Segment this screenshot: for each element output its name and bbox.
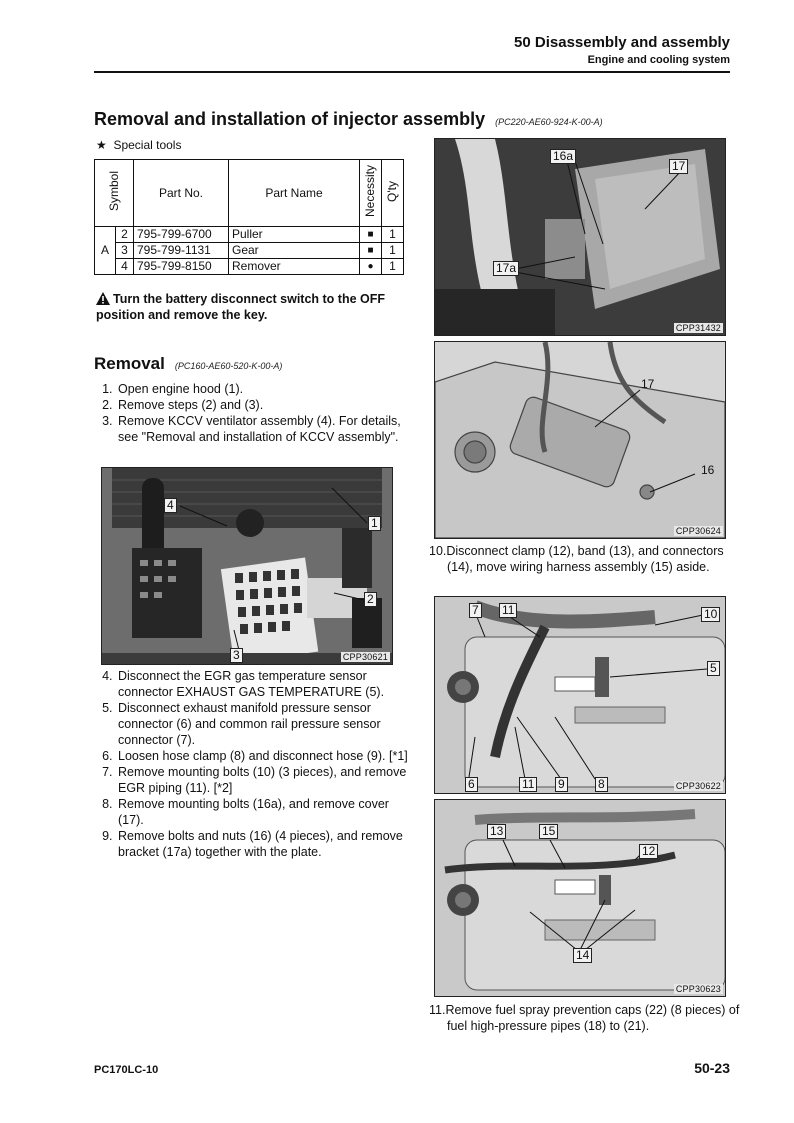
fig4-caption: CPP30622: [675, 781, 721, 791]
warning-icon: [96, 292, 110, 305]
row-num: 4: [116, 259, 134, 275]
col-part-name: Part Name: [229, 160, 360, 227]
col-symbol: [95, 160, 134, 227]
step-10: 10.Disconnect clamp (12), band (13), and connectors (14), move wiring harness assembly (15) aside.: [429, 544, 724, 574]
fig4-callout-6: 6: [465, 777, 478, 792]
row-num: 3: [116, 243, 134, 259]
page-title: [94, 109, 603, 130]
wiring-harness-drawing: [434, 799, 726, 997]
list-item: 7. Remove mounting bolts (10) (3 pieces), and remove EGR piping (11). [*2]: [116, 764, 416, 796]
row-part-name: Puller: [229, 227, 360, 243]
fig5-callout-14: 14: [573, 948, 592, 963]
fig2-callout-17: 17: [669, 159, 688, 174]
row-num: 2: [116, 227, 134, 243]
steps-list-a: [96, 381, 416, 445]
special-tools-text: Special tools: [113, 138, 182, 152]
warning-note: [96, 291, 396, 323]
fig1-callout-3: 3: [230, 648, 243, 663]
fig5-caption: CPP30623: [675, 984, 721, 994]
fig1-callout-2: 2: [364, 592, 377, 607]
col-symbol-label: Symbol: [106, 170, 121, 211]
row-part-no: 795-799-8150: [134, 259, 229, 275]
steps-list-b: [96, 668, 416, 860]
row-necessity: ●: [360, 259, 382, 275]
fig1-callout-1: 1: [368, 516, 381, 531]
fig2-callout-17a: 17a: [493, 261, 519, 276]
fig2-caption: CPP31432: [675, 323, 721, 333]
table-header-row: [95, 160, 404, 227]
header-section: 50 Disassembly and assembly: [514, 34, 730, 51]
removal-code: (PC160-AE60-520-K-00-A): [174, 361, 283, 371]
fig4-callout-7: 7: [469, 603, 482, 618]
row-part-name: Gear: [229, 243, 360, 259]
col-qty-label: Q'ty: [385, 180, 399, 202]
removal-heading-text: Removal: [94, 354, 165, 373]
page-title-code: (PC220-AE60-924-K-00-A): [495, 117, 603, 127]
list-item: 2. Remove steps (2) and (3).: [116, 397, 416, 413]
egr-piping-drawing: [434, 596, 726, 794]
symbol-cell: A: [95, 227, 116, 275]
col-necessity: [360, 160, 382, 227]
fig4-callout-8: 8: [595, 777, 608, 792]
injector-bracket-drawing: [434, 341, 726, 539]
injector-bracket-illustration: [435, 342, 725, 538]
row-necessity: ■: [360, 243, 382, 259]
list-item: 5. Disconnect exhaust manifold pressure sensor connector (6) and common rail pressure sensor connector (7).: [116, 700, 416, 748]
list-item: 3. Remove KCCV ventilator assembly (4). For details, see "Removal and installation of KCCV assembly".: [116, 413, 416, 445]
special-tools-table: [94, 159, 404, 275]
wiring-harness-illustration: [435, 800, 725, 996]
row-necessity: ■: [360, 227, 382, 243]
special-tools-label: [96, 138, 181, 152]
star-icon: ★: [96, 138, 107, 152]
injector-cover-photo: [434, 138, 726, 336]
egr-piping-illustration: [435, 597, 725, 793]
list-item: 9. Remove bolts and nuts (16) (4 pieces), and remove bracket (17a) together with the plate.: [116, 828, 416, 860]
fig4-callout-9: 9: [555, 777, 568, 792]
fig1-caption: CPP30621: [342, 652, 388, 662]
row-part-no: 795-799-1131: [134, 243, 229, 259]
fig4-callout-5: 5: [707, 661, 720, 676]
table-row: [95, 259, 404, 275]
fig3-caption: CPP30624: [675, 526, 721, 536]
footer-page-number: 50-23: [694, 1060, 730, 1076]
list-item: 4. Disconnect the EGR gas temperature sensor connector EXHAUST GAS TEMPERATURE (5).: [116, 668, 416, 700]
fig5-callout-13: 13: [487, 824, 506, 839]
col-necessity-label: Necessity: [363, 164, 377, 217]
row-part-name: Remover: [229, 259, 360, 275]
table-row: [95, 243, 404, 259]
fig2-callout-16a: 16a: [550, 149, 576, 164]
list-item: 8. Remove mounting bolts (16a), and remove cover (17).: [116, 796, 416, 828]
col-part-no: Part No.: [134, 160, 229, 227]
row-qty: 1: [382, 227, 404, 243]
table-row: [95, 227, 404, 243]
fig4-callout-11-bottom: 11: [519, 777, 537, 792]
row-part-no: 795-799-6700: [134, 227, 229, 243]
fig4-callout-11-top: 11: [499, 603, 517, 618]
engine-bay-photo: [101, 467, 393, 665]
header-subsection: Engine and cooling system: [587, 54, 730, 66]
page-title-text: Removal and installation of injector assembly: [94, 109, 486, 129]
engine-bay-illustration: [102, 468, 392, 664]
fig5-callout-15: 15: [539, 824, 558, 839]
fig4-callout-10: 10: [701, 607, 720, 622]
fig1-callout-4: 4: [164, 498, 177, 513]
list-item: 6. Loosen hose clamp (8) and disconnect hose (9). [*1]: [116, 748, 416, 764]
list-item: 1. Open engine hood (1).: [116, 381, 416, 397]
fig5-callout-12: 12: [639, 844, 658, 859]
row-qty: 1: [382, 243, 404, 259]
warning-text: Turn the battery disconnect switch to the OFF position and remove the key.: [96, 292, 386, 322]
removal-heading: [94, 354, 282, 374]
footer-model: PC170LC-10: [94, 1064, 159, 1076]
row-qty: 1: [382, 259, 404, 275]
col-qty: [382, 160, 404, 227]
fig3-callout-16: 16: [701, 463, 715, 477]
step-11: 11.Remove fuel spray prevention caps (22) (8 pieces) of fuel high-pressure pipes (18) to (21).: [429, 1003, 740, 1033]
header-rule: [94, 71, 730, 73]
fig3-callout-17: 17: [641, 377, 655, 391]
